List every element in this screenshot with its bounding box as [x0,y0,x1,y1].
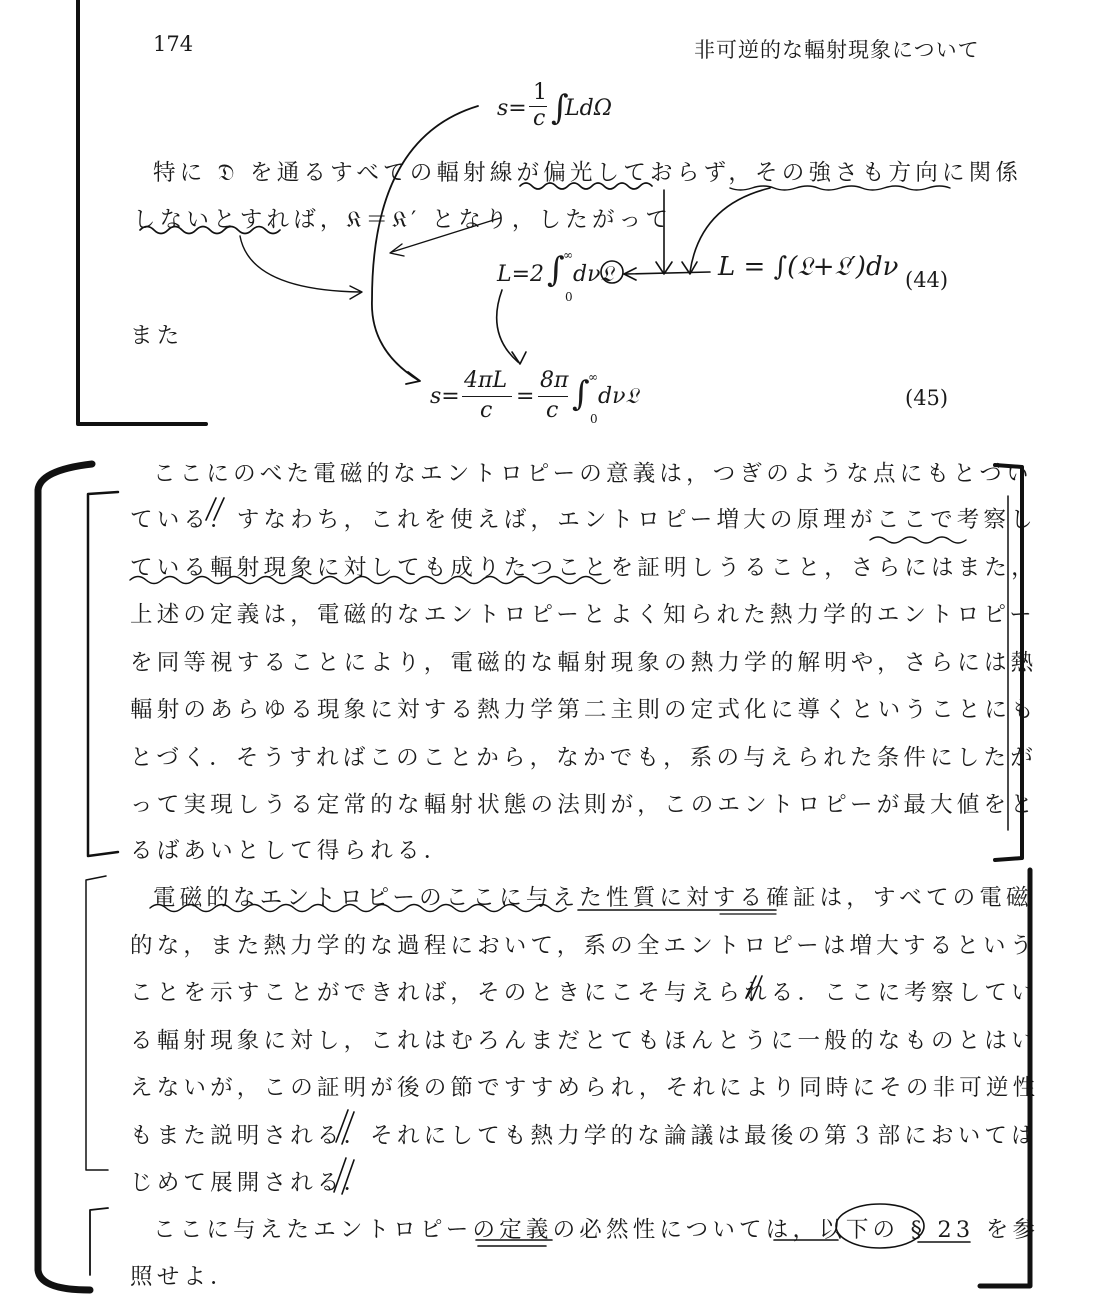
top-text-line-1: 特に 𝔇 を通るすべての輻射線が偏光しておらず，その強さも方向に関係 [153,160,1023,186]
paragraph-2-line: ことを示すことができれば，そのときにこそ与えられる．ここに考察してい [130,980,1038,1006]
bracket-left-para-1 [88,492,118,856]
paragraph-1-line: を同等視することにより，電磁的な輻射現象の熱力学的解明や，さらには熱 [130,650,1038,676]
running-title: 非可逆的な輻射現象について [694,38,980,62]
paragraph-1-line: って実現しうる定常的な輻射状態の法則が，このエントロピーが最大値をと [130,792,1037,818]
bracket-left-para-2 [86,876,108,1170]
paragraph-2-line: 的な，また熱力学的な過程において，系の全エントロピーは増大するという [130,933,1037,959]
right-rule-bottom [980,870,1030,1286]
top-text-line-2: しないとすれば，𝔎＝𝔎′ となり，したがって [133,207,673,233]
text-mata: また [130,323,184,349]
paragraph-1-line: 輻射のあらゆる現象に対する熱力学第二主則の定式化に導くということにも [130,697,1038,723]
paragraph-1-line: とづく．そうすればこのことから，なかでも，系の与えられた条件にしたが [130,745,1037,771]
equation-44-number: (44) [905,268,949,292]
paragraph-1-line: ここにのべた電磁的なエントロピーの意義は，つぎのような点にもとづい [153,461,1033,487]
paragraph-1-line: 上述の定義は，電磁的なエントロピーとよく知られた熱力学的エントロピー [130,602,1037,628]
paragraph-3-line: 照せよ． [130,1264,237,1290]
paragraph-2-line: る輻射現象に対し，これはむろんまだとてもほんとうに一般的なものとはい [130,1028,1038,1054]
paragraph-3-line: ここに与えたエントロピーの定義の必然性については，以下の § 23 を参 [153,1217,1040,1243]
handwritten-equation-44: L = ∫(𝔏+𝔏′)dν [718,252,899,282]
page-number: 174 [153,32,194,56]
bracket-left-para-3 [90,1208,108,1275]
paragraph-1-line: るばあいとして得られる． [130,838,451,864]
paragraph-2-line: もまた説明される．それにしても熱力学的な論議は最後の第３部においては [130,1123,1038,1149]
paragraph-2-line: 電磁的なエントロピーのここに与えた性質に対する確証は，すべての電磁 [153,885,1033,911]
paragraph-2-line: えないが，この証明が後の節ですすめられ，それにより同時にその非可逆性 [130,1075,1040,1101]
outer-bracket-left [38,464,92,1290]
paragraph-1-line: ている輻射現象に対しても成りたつことを証明しうること，さらにはまた， [130,555,1038,581]
paragraph-2-line: じめて展開される． [130,1170,371,1196]
top-region-border [78,0,206,424]
paragraph-1-line: ている．すなわち，これを使えば，エントロピー増大の原理がここで考察し [130,507,1037,533]
equation-45-number: (45) [905,386,949,410]
